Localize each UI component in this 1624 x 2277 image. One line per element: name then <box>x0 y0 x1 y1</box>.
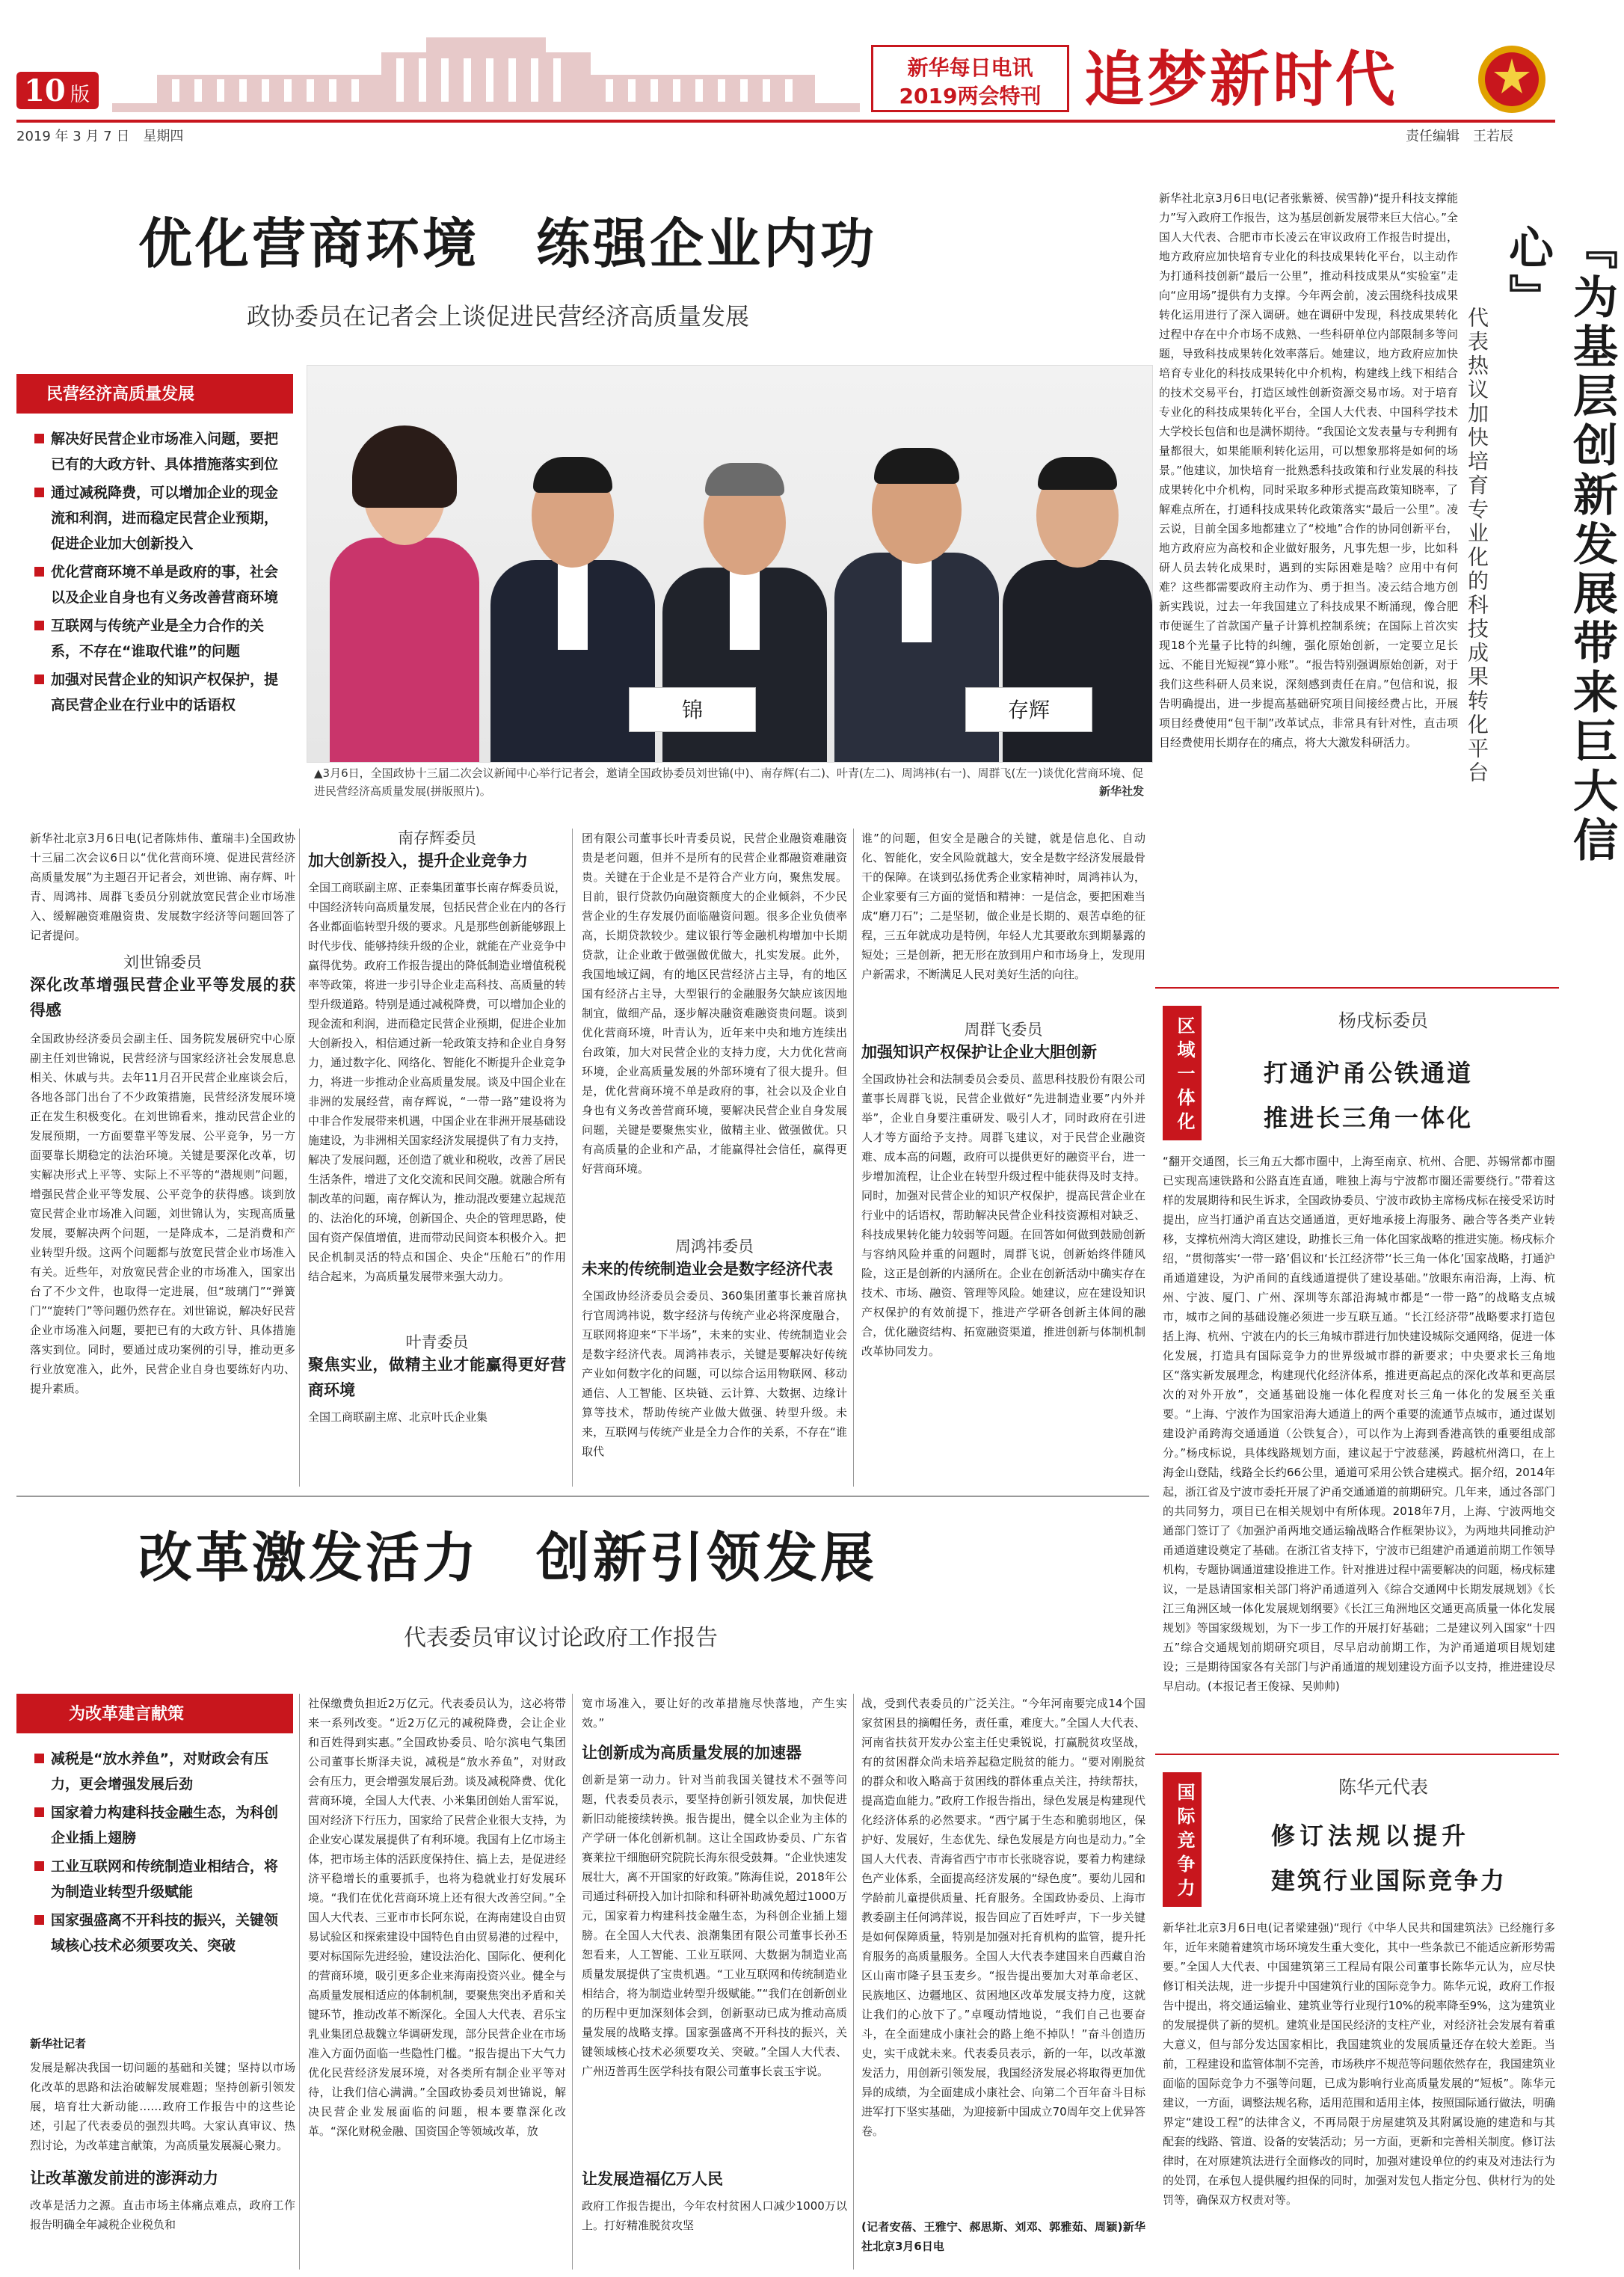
masthead-rule <box>16 120 1555 123</box>
issue-date: 2019 年 3 月 7 日 星期四 <box>16 129 184 144</box>
nameplate-text: 存辉 <box>1007 698 1050 722</box>
story1-col2 <box>308 829 566 1487</box>
story1-bullet: 解决好民营企业市场准入问题，要把已有的大政方针、具体措施落实到位 <box>30 426 288 477</box>
story2-col3-text1: 宽市场准入，要让好的改革措施尽快落地，产生实效。” <box>582 1697 847 1730</box>
brand-line1: 新华每日电讯 <box>907 55 1033 80</box>
story1-col2-text2: 全国工商联副主席、北京叶氏企业集 <box>308 1410 488 1424</box>
story1-col2-text1: 全国工商联副主席、正泰集团董事长南存辉委员说，中国经济转向高质量发展，包括民营企业在内的各行各业都面临转型升级的要求。凡是那些创新能够跟上时代步伐、能够持续升级的企业，就能在产业竞争中赢得优势。政府工作报告提出的降低制造业增值税税率等政策，将进一步引导企业走高科技、高质量的转型升级道路。特别是通过减税降费，可以增加企业的现金流和利润，进而稳定民营企业预期，促进企业加大创新投入，相信通过新一轮政策支持和企业自身努力，通过数字化、网络化、智能化不断提升企业竞争力，将进一步推动企业高质量发展。谈及中国企业在非洲的发展经营，南存辉说，“一带一路”建设将为中非合作发展带来机遇，中国企业在非洲开展基础设施建设，为非洲相关国家经济发展提供了有力支持，解决了发展问题，还创造了就业和税收，改善了居民生活条件，增进了文化交流和民间交融。就融合所有制改革的问题，南存辉认为，推动混改要建立起规范的、法治化的环境，创新国企、央企的管理思路，使国有资产保值增值，进而带动民间资本积极介入。把民企机制灵活的特点和国企、央企“压舱石”的作用结合起来，为高质量发展带来强大动力。 <box>308 881 567 1283</box>
story4-head2: 推进长三角一体化 <box>1264 1104 1474 1132</box>
story3-body <box>1159 188 1458 981</box>
section-title: 追梦新时代 <box>1084 44 1398 114</box>
story2-col2-text: 社保缴费负担近2万亿元。代表委员认为，这必将带来一系列改变。“近2万亿元的减税降费，会让企业和百姓得到实惠。”全国政协委员、哈尔滨电气集团公司董事长斯泽夫说，减税是“放水养鱼”，对财政会有压力，更会增强发展后劲。谈及减税降费、优化营商环境，全国人大代表、小米集团创始人雷军说，国对经济下行压力，国家给了民营企业很大支持，为企业安心谋发展提供了有利环境。我国有上亿市场主体，把市场主体的活跃度保持住、搞上去，是促进经济平稳增长的重要抓手，也将为稳就业打好发展环境。“我们在优化营商环境上还有很大改善空间。”全国人大代表、三亚市市长阿东说，在海南建设自由贸易试验区和探索建设中国特色自由贸易港的过程中，要对标国际先进经验，建设法治化、国际化、便利化的营商环境，吸引更多企业来海南投资兴业。健全与高质量发展相适应的体制机制，要聚焦突出矛盾和关键环节，推动改革不断深化。全国人大代表、君乐宝乳业集团总裁魏立华调研发现，部分民营企业在市场准入方面仍面临一些隐性门槛。“报告提出下大气力优化民营经济发展环境，对各类所有制企业平等对待，让我们信心满满。”全国政协委员刘世锦说，解决民营企业发展面临的问题，根本要靠深化改革。“深化财税金融、国资国企等领域改革，放 <box>308 1697 567 2138</box>
story1-photo-caption <box>314 764 1144 800</box>
story1-col2-name2: 叶青委员 <box>405 1333 469 1351</box>
story5-name: 陈华元代表 <box>1338 1777 1428 1798</box>
story1-label-rule <box>16 411 293 414</box>
story1-col4-text1: 谁”的问题，但安全是融合的关键，就是信息化、自动化、智能化，安全风险就越大，安全是数字经济发展最骨干的保障。在谈到弘扬优秀企业家精神时，周鸿祎认为，企业家要有三方面的觉悟和精神：一是信念，要把困难当成“磨刀石”；二是坚韧，做企业是长期的、艰苦卓绝的征程，三五年就成功是特例，年轻人尤其要敢东到期暴露的短处；三是创新，把无形在放到用户和市场身上，发现用户新需求，不断满足人民对美好生活的向往。 <box>861 832 1145 981</box>
page-number: 10 <box>24 73 66 108</box>
brand-line2: 2019两会特刊 <box>899 84 1042 108</box>
story2-col1-text2: 改革是活力之源。直击市场主体痛点难点，政府工作报告明确全年减税企业税负和 <box>30 2198 295 2231</box>
story2-col3-text3: 政府工作报告提出，今年农村贫困人口减少1000万以上。打好精准脱贫攻坚 <box>582 2199 847 2232</box>
story1-bullets <box>30 426 288 721</box>
story2-col3-text2: 创新是第一动力。针对当前我国关键技术不强等问题，代表委员表示，要坚持创新引领发展，加快促进新旧动能接续转换。报告提出，健全以企业为主体的产学研一体化创新机制。这让全国政协委员、广东省赛莱拉干细胞研究院院长海东很受鼓舞。“企业快速发展壮大，离不开国家的好政策。”陈海佳说，2018年公司通过科研投入加计扣除和科研补助减免超过1000万元，国家着力构建科技金融生态，为科创企业插上翅膀。在全国人大代表、浪潮集团有限公司董事长孙丕恕看来，人工智能、工业互联网、大数据为制造业高质量发展提供了宝贵机遇。“工业互联网和传统制造业相结合，将为制造业转型升级赋能。”“我们在创新创业的历程中更加深刻体会到，创新驱动已成为推动高质量发展的战略支撑。国家强盛离不开科技的振兴，关键领域核心技术必须要攻关、突破。”全国人大代表、广州迈普再生医学科技有限公司董事长袁玉宇说。 <box>582 1773 847 2078</box>
story1-intro: 新华社北京3月6日电(记者陈炜伟、董瑞丰)全国政协十三届二次会议6日以“优化营商环境、促进民营经济高质量发展”为主题召开记者会，刘世锦、南存辉、叶青、周鸿祎、周群飞委员分别就放宽民营企业市场准入、缓解融资难融资贵、发展数字经济等问题回答了记者提问。 <box>30 832 295 942</box>
story2-subheadline: 代表委员审议讨论政府工作报告 <box>404 1625 718 1651</box>
col-rule <box>853 829 854 1487</box>
brand-box <box>871 45 1069 112</box>
col-rule <box>572 1694 573 2270</box>
story2-col3 <box>582 1694 847 2273</box>
story4-label <box>1163 1006 1202 1140</box>
story2-bullet: 国家着力构建科技金融生态，为科创企业插上翅膀 <box>30 1800 288 1851</box>
story2-col1-head: 让改革激发前进的澎湃动力 <box>30 2169 218 2187</box>
story2-col1-text: 发展是解决我国一切问题的基础和关键；坚持以市场化改革的思路和法治破解发展难题；坚持创新引领发展，培育壮大新动能……政府工作报告中的这些论述，引起了代表委员的强烈共鸣。大家认真审议、热烈讨论，为改革建言献策，为高质量发展凝心聚力。 <box>30 2061 295 2152</box>
story1-col2-name1: 南存辉委员 <box>398 829 476 847</box>
story1-subheadline: 政协委员在记者会上谈促进民营经济高质量发展 <box>247 302 750 331</box>
story1-col3-head2: 未来的传统制造业会是数字经济代表 <box>582 1260 833 1278</box>
story4-label-text: 区域一体化 <box>1174 1016 1195 1136</box>
story2-label-rule <box>16 1731 293 1733</box>
story2-byline: 新华社记者 <box>30 2037 87 2050</box>
story1-col2-head2: 聚焦实业，做精主业才能赢得更好营商环境 <box>308 1356 566 1399</box>
photo-person-zhou-qunfei <box>322 388 487 762</box>
story4-name: 杨戌标委员 <box>1338 1010 1428 1031</box>
story2-col2 <box>308 1694 566 2273</box>
cppcc-emblem-icon <box>1474 42 1549 117</box>
story5-body <box>1163 1918 1555 2270</box>
story1-press-photo <box>307 365 1153 763</box>
story1-label <box>16 374 293 411</box>
masthead <box>0 0 1572 142</box>
story5-label <box>1163 1772 1202 1907</box>
col-rule <box>299 829 300 1487</box>
story1-col1-text: 全国政协经济委员会副主任、国务院发展研究中心原副主任刘世锦说，民营经济与国家经济社会发展息息相关、休戚与共。去年11月召开民营企业座谈会后，各地各部门出台了不少政策措施，民营经济发展环境正在发生积极变化。在刘世锦看来，推动民营企业的发展预期，一方面要靠平等发展、公平竞争，另一方面要靠长期稳定的法治环境。关键是要深化改革，切实解决形式上平等、实际上不平等的“潜规则”问题，增强民营企业平等发展、公平竞争的获得感。谈到放宽民营企业市场准入问题，刘世锦认为，实现高质量发展，要解决两个问题，一是降成本，二是消费和产业转型升级。这两个问题都与放宽民营企业市场准入有关。近些年，对放宽民营企业的市场准入，国家出台了不少文件，也取得一定进展，但“玻璃门”“弹簧门”“旋转门”等问题仍然存在。刘世锦说，解决好民营企业市场准入问题，要把已有的大政方针、具体措施落实到位。同时，要通过成功案例的引导，推动更多行业放宽准入，此外，民营企业自身也要练好内功、提升素质。 <box>30 1032 295 1395</box>
story1-bullet: 互联网与传统产业是全力合作的关系，不存在“谁取代谁”的问题 <box>30 613 288 664</box>
story1-col4-text2: 全国政协社会和法制委员会委员、蓝思科技股份有限公司董事长周群飞说，民营企业做好“先进制造业要”内外并举”，企业自身要注重研发、吸引人才，同时政府在引进人才等方面给予支持。周群飞建议，对于民营企业融资难、成本高的问题，政府可以提供更好的融资平台，进一步增加流程，让企业在转型升级过程中能获得及时支持。同时，加强对民营企业的知识产权保护，提高民营企业在行业中的话语权，帮助解决民营企业科技资源相对缺乏、科技成果转化能力较弱等问题。在回答如何做到鼓励创新与容纳风险并重的问题时，周群飞说，创新始终伴随风险，这正是创新的内涵所在。企业在创新活动中确实存在技术、市场、融资、管理等风险。她建议，应在建设知识产权保护的有效前提下，推进产学研各创新主体间的融合，优化融资结构、拓宽融资渠道，推进创新与体制机制改革协同发力。 <box>861 1072 1145 1358</box>
col-rule <box>853 1694 854 2270</box>
story2-col3-head: 让创新成为高质量发展的加速器 <box>582 1744 802 1762</box>
story1-col3 <box>582 829 847 1487</box>
story1-col1-name: 刘世锦委员 <box>123 953 202 971</box>
story1-col4-head1: 加强知识产权保护让企业大胆创新 <box>861 1043 1097 1061</box>
col-rule <box>299 1694 300 2270</box>
section-divider <box>1155 987 1559 989</box>
story2-headline: 改革激发活力 创新引领发展 <box>138 1525 878 1589</box>
story2-col4-text: 战，受到代表委员的广泛关注。“今年河南要完成14个国家贫困县的摘帽任务，责任重，难度大。”全国人大代表、河南省扶贫开发办公室主任史秉锐说，打赢脱贫攻坚战，有的贫困群众尚未培养起稳定脱贫的能力。“要对刚脱贫的群众和收入略高于贫困线的群体重点关注，持续帮扶，提高造血能力。”政府工作报告指出，绿色发展是构建现代化经济体系的必然要求。“西宁属于生态和脆弱地区，保护好、发展好，生态优先、绿色发展是方向也是动力。”全国人大代表、青海省西宁市市长张晓容说，要着力构建绿色产业体系，全面提高经济发展的“绿色度”。要幼儿园和学龄前儿童提供质量、托育服务。全国政协委员、上海市教委副主任何鸿萍说，报告回应了百姓呼声，下一步关键是如何保障质量，特别是加强对托育机构的监管，提升托育服务的高质量服务。全国人大代表李建国来自西藏自治区山南市隆子县玉麦乡。“报告提出要加大对革命老区、民族地区、边疆地区、贫困地区改革发展支持力度，这就让我们的心放下了。”卓嘎动情地说，“我们自己也要奋斗，在全面建成小康社会的路上绝不掉队！”奋斗创造历史，实干成就未来。代表委员表示，新的一年，以改革激发活力，用创新引领发展，我国经济发展必将取得更加优异的成绩，为全面建成小康社会、向第二个百年奋斗目标进军打下坚实基础，为迎接新中国成立70周年交上优异答卷。 <box>861 1697 1145 2138</box>
story1-col3-name2: 周鸿祎委员 <box>675 1238 754 1256</box>
story1-label-text: 民营经济高质量发展 <box>46 385 195 404</box>
story1-bullet: 加强对民营企业的知识产权保护，提高民营企业在行业中的话语权 <box>30 667 288 718</box>
story5-text: 新华社北京3月6日电(记者梁建强)“现行《中华人民共和国建筑法》已经施行多年，近年来随着建筑市场环境发生重大变化，其中一些条款已不能适应新形势需要。”全国人大代表、中国建筑第三工程局有限公司董事长陈华元认为，应尽快修订相关法规，进一步提升中国建筑行业的国际竞争力。陈华元说，政府工作报告中提出，将交通运输业、建筑业等行业现行10%的税率降至9%，这为建筑业的发展提供了新的契机。建筑业是国民经济的支柱产业，对经济社会发展有着重大意义，但与部分发达国家相比，我国建筑业的发展质量还存在较大差距。当前，工程建设和监管体制不完善，市场秩序不规范等问题依然存在，我国建筑业面临的国际竞争力不强等问题，已成为影响行业高质量发展的“短板”。陈华元建议，一方面，调整法规名称，适用范围和适用主体，按照国际通行做法，明确界定“建设工程”的法律含义，不再局限于房屋建筑及其附属设施的建造和与其配套的线路、管道、设备的安装活动；另一方面，更新和完善相关制度。修订法律时，在对原建筑法进行全面修改的同时，加强对建设单位的约束及对违法行为的处罚，在承包人提供履约担保的同时，加强对发包人指定分包、供材行为的处罚等，确保双方权责对等。 <box>1163 1921 1556 2207</box>
section-divider <box>1155 1754 1559 1755</box>
editor-credit: 责任编辑 王若辰 <box>1406 129 1513 144</box>
story1-bullet: 通过减税降费，可以增加企业的现金流和利润，进而稳定民营企业预期，促进企业加大创新投入 <box>30 480 288 556</box>
story2-col1 <box>30 2034 295 2273</box>
story1-col1 <box>30 829 295 1487</box>
story1-bullet: 优化营商环境不单是政府的事，社会以及企业自身也有义务改善营商环境 <box>30 559 288 610</box>
nameplate-text: 锦 <box>681 698 703 722</box>
story5-head1: 修订法规以提升 <box>1271 1822 1471 1850</box>
story4-text: “翻开交通图，长三角五大都市圈中，上海至南京、杭州、合肥、苏锡常都市圈已实现高速铁路和公路直连直通，唯独上海与宁波都市圈还需要绕行。”带着这样的发展期待和民生诉求，全国政协委员、宁波市政协主席杨戌标在接受采访时提出，应当打通沪甬直达交通通道，更好地承接上海服务、融合等各类产业转移，支撑杭州湾大湾区建设，助推长三角一体化国家战略的推进实施。杨戌标介绍，“贯彻落实‘一带一路’倡议和‘长江经济带’‘长三角一体化’国家战略，打通沪甬通道建设，为沪甬间的直线通道提供了建设基础。”放眼东南沿海，上海、杭州、宁波、厦门、广州、深圳等东部沿海城市都是“一带一路”的战略支点城市，城市之间的基础设施必须进一步互联互通。“长江经济带”战略要求打造包括上海、杭州、宁波在内的长三角城市群进行加快建设城际交通网络，促进一体化发展，打造具有国际竞争力的世界级城市群的新要求；中央要求长三角地区“落实新发展理念，构建现代化经济体系，推进更高起点的深化改革和更高层次的对外开放”，交通基础设施一体化程度对长三角一体化的发展至关重要。“上海、宁波作为国家沿海大通道上的两个重要的流通节点城市，通过谋划建设沪甬跨海交通通道（公铁复合），可以作为上海到香港高铁的重要组成部分。”杨戌标说，具体线路规划方面，建议起于宁波慈溪，跨越杭州湾口，在上海金山登陆，线路全长约66公里，通道可采用公铁合建模式。据介绍，2014年起，浙江省及宁波市委托开展了沪甬交通通道的前期研究。几年来，通过各部门的共同努力，项目已在相关规划中有所体现。2018年7月，上海、宁波两地交通部门签订了《加强沪甬两地交通运输战略合作框架协议》，为两地共同推动沪甬通道建设奠定了基础。在浙江省支持下，宁波市已组建沪甬通道前期工作领导机构，专题协调通道建设推进工作。针对推进过程中需要解决的问题，杨戌标建议，一是恳请国家相关部门将沪甬通道列入《综合交通网中长期发展规划》《长江三角洲区域一体化发展规划纲要》《长江三角洲地区交通更高质量一体化发展规划》等国家级规划，为下一步工作的开展打好基础；二是建议列入国家“十四五”综合交通规划前期研究项目，尽早启动前期工作，为沪甬通道项目规划建设；三是期待国家各有关部门与沪甬通道的规划建设方面予以支持，推进建设尽早启动。(本报记者王俊禄、吴帅帅) <box>1163 1155 1556 1693</box>
col-rule <box>572 829 573 1487</box>
story3-vertical-subtitle: 代表热议加快培育专业化的科技成果转化平台 <box>1465 307 1489 785</box>
story2-label-text: 为改革建言献策 <box>69 1705 185 1724</box>
story4-head1: 打通沪甬公铁通道 <box>1264 1059 1474 1087</box>
story2-bullets <box>30 1746 288 1961</box>
nameplate <box>965 687 1092 732</box>
story3-vertical-title: 『为基层创新发展带来巨大信心』 <box>1501 224 1618 866</box>
story2-col4-credit: (记者安蓓、王雅宁、郝思斯、刘邓、郭雅茹、周颖)新华社北京3月6日电 <box>861 2220 1145 2253</box>
story3-text: 新华社北京3月6日电(记者张紫赟、侯雪静)“提升科技支撑能力”写入政府工作报告，这为基层创新发展带来巨大信心。”全国人大代表、合肥市市长凌云在审议政府工作报告时提出，地方政府应加快培育专业化的科技成果转化平台，以主动作为打通科技创新“最后一公里”，推动科技成果从“实验室”走向“应用场”提供有力支撑。今年两会前，凌云围绕科技成果转化运用进行了深入调研。她在调研中发现，科技成果转化过程中存在中介市场不成熟、一些科研单位内部限制多等问题，导致科技成果转化效率落后。她建议，地方政府应加快培育专业化的科技成果转化中介机构，构建线上线下相结合的技术交易平台，打造区域性创新资源交易市场。对于培育专业化的科技成果转化平台，全国人大代表、中国科学技术大学校长包信和也是满怀期待。“我国论文发表量与专利拥有量都很大，如果能顺利转化运用，可以想象那将是如何的场景。”他建议，加快培育一批熟悉科技政策和行业发展的科技成果转化中介机构，同时采取多种形式提高政策知晓率，了解难点所在，打通科技成果转化政策落实“最后一公里”。凌云说，目前全国多地都建立了“校地”合作的协同创新平台，地方政府应为高校和企业做好服务，凡事先想一步，比如科研人员去转化成果时，遇到的实际困难是啥？应用中有何难？这些都需要政府主动作为、勇于担当。凌云结合地方创新实践说，过去一年我国建立了科技成果不断涌现，像合肥市便诞生了首款国产量子计算机控制系统；在国际上首次实现18个光量子比特的纠缠，强化原始创新，一定要立足长远、不能目光短视“算小账”。“报告特别强调原始创新，对于我们这些科研人员来说，深刻感到责任在肩。”包信和说，报告明确提出，进一步提高基础研究项目间接经费占比，开展项目经费使用“包干制”改革试点，非常具有针对性，直击项目经费使用长期存在的痛点，将大大激发科研活力。 <box>1159 191 1458 749</box>
story2-bullet: 工业互联网和传统制造业相结合，将为制造业转型升级赋能 <box>30 1854 288 1905</box>
story1-col3-text2: 全国政协经济委员会委员、360集团董事长兼首席执行官周鸿祎说，数字经济与传统产业必将深度融合，互联网将迎来“下半场”，未来的实业、传统制造业会是数字经济代表。周鸿祎表示，关键是要解决好传统产业如何数字化的问题，可以综合运用物联网、移动通信、人工智能、区块链、云计算、大数据、边缘计算等技术，帮助传统产业做大做强、转型升级。未来，互联网与传统产业是全力合作的关系，不存在“谁取代 <box>582 1289 847 1458</box>
great-hall-skyline <box>112 30 860 127</box>
story1-col1-head: 深化改革增强民营企业平等发展的获得感 <box>30 976 295 1019</box>
page-number-badge <box>16 72 99 109</box>
story2-label <box>16 1694 293 1731</box>
photo-caption-text: ▲3月6日，全国政协十三届二次会议新闻中心举行记者会，邀请全国政协委员刘世锦(中)、南存辉(右二)、叶青(左二)、周鸿祎(右一)、周群飞(左一)谈优化营商环境、促进民营经济高质量发展(拼版照片)。 <box>314 766 1144 798</box>
story2-bullet: 减税是“放水养鱼”，对财政会有压力，更会增强发展后劲 <box>30 1746 288 1797</box>
story2-bullet: 国家强盛离不开科技的振兴，关键领域核心技术必须要攻关、突破 <box>30 1908 288 1958</box>
section-divider <box>16 1496 1149 1497</box>
photo-credit: 新华社发 <box>1098 784 1144 798</box>
story1-col4-name1: 周群飞委员 <box>964 1021 1043 1039</box>
story1-col3-text1: 团有限公司董事长叶青委员说，民营企业融资难融资贵是老问题，但并不是所有的民营企业都融资难融资贵。关键在于企业是不是符合产业方向，聚焦发展。目前，银行贷款仍向融资额度大的企业倾斜，不少民营企业的生存发展仍面临融资问题。很多企业负债率高，长期贷款较少。建议银行等金融机构增加中长期贷款，让企业敢于做强做优做大，扎实发展。此外，我国地域辽阔，有的地区民营经济占主导，有的地区国有经济占主导，大型银行的金融服务欠缺应该因地制宜，做细产品，逐步解决融资难融资贵问题。谈到优化营商环境，叶青认为，近年来中央和地方连续出台政策，加大对民营企业的支持力度，大力优化营商环境，企业高质量发展的外部环境有了很大提升。但是，优化营商环境不单是政府的事，社会以及企业自身也有义务改善营商环境，要解决民营企业自身发展问题，关键是要聚焦实业，做精主业、做强做优。只有高质量的企业和产品，才能赢得社会信任，赢得更好营商环境。 <box>582 832 847 1176</box>
story1-col2-head1: 加大创新投入，提升企业竞争力 <box>308 852 528 870</box>
story5-label-text: 国际竞争力 <box>1174 1783 1195 1902</box>
page-suffix: 版 <box>70 84 90 106</box>
story2-col4 <box>861 1694 1145 2273</box>
nameplate <box>629 687 756 732</box>
story5-head2: 建筑行业国际竞争力 <box>1271 1866 1507 1895</box>
story1-col4 <box>861 829 1145 1487</box>
story1-headline: 优化营商环境 练强企业内功 <box>138 212 878 275</box>
story2-col3-head2: 让发展造福亿万人民 <box>582 2170 723 2188</box>
